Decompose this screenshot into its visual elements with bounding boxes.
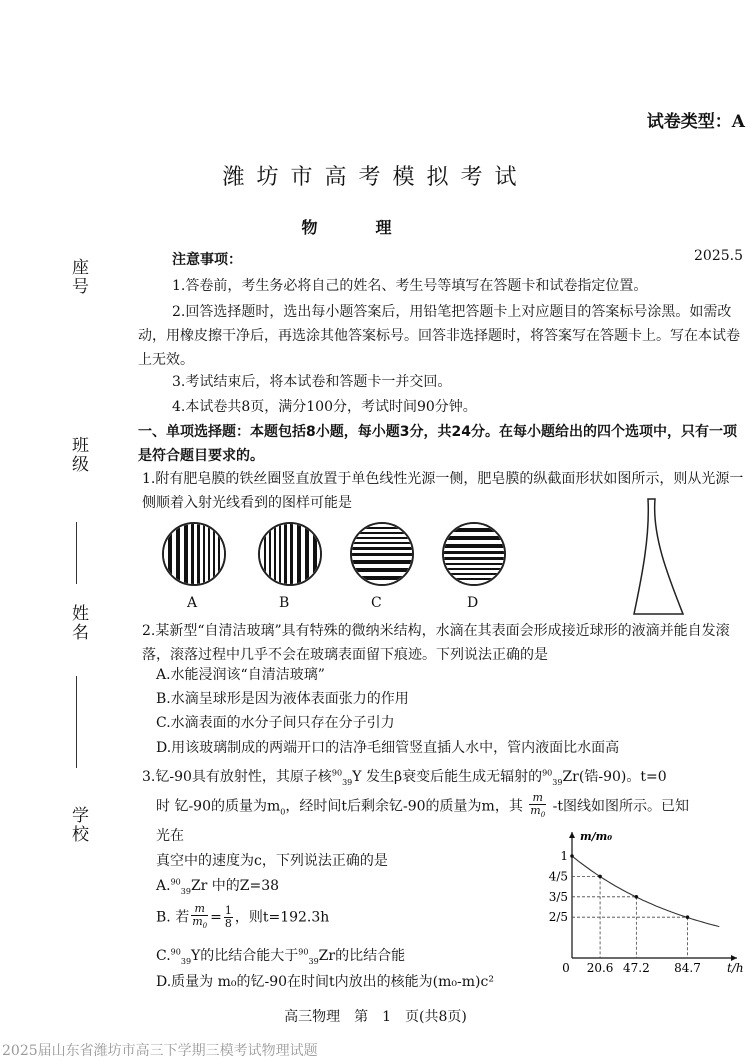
q2-option-a: A.水能浸润该“自清洁玻璃” bbox=[156, 667, 325, 683]
q1-option-d-label: D bbox=[467, 595, 479, 611]
q1-option-a-label: A bbox=[187, 595, 198, 611]
notice-item-2: 2.回答选择题时，选出每小题答案后，用铅笔把答题卡上对应题目的答案标号涂黑。如需改动，用橡皮擦干净后，再选涂其他答案标号。回答非选择题时，将答案写在答题卡上。写在本试卷上无效。 bbox=[138, 304, 740, 368]
decay-chart bbox=[540, 826, 745, 976]
name-label: 姓名 bbox=[68, 604, 88, 642]
notice-item-3: 3.考试结束后，将本试卷和答题卡一并交回。 bbox=[172, 374, 452, 390]
q3-line-4: 真空中的速度为c，下列说法正确的是 bbox=[156, 853, 388, 869]
q1-option-b-pattern bbox=[258, 522, 322, 586]
q3-option-d: D.质量为 m₀的钇-90在时间t内放出的核能为(m₀-m)c² bbox=[156, 974, 494, 990]
class-label: 班级 bbox=[68, 436, 88, 474]
q3-line-3: 光在 bbox=[156, 828, 184, 844]
q2-option-d: D.用该玻璃制成的两端开口的洁净毛细管竖直插人水中，管内液面比水面高 bbox=[156, 740, 620, 756]
y-tick-label: 1 bbox=[560, 849, 568, 863]
q1-option-b-label: B bbox=[279, 595, 290, 611]
q3-option-b: B. 若 $\frac{m}{m_0}$ = $\frac{1}{8}$ ，则t=192.3h bbox=[156, 902, 330, 931]
section-heading: 一、单项选择题：本题包括8小题，每小题3分，共24分。在每小题给出的四个选项中，只有一项是符合题目要求的。 bbox=[138, 424, 737, 464]
q1-option-c-pattern bbox=[350, 522, 414, 586]
q3-option-a: A.$^{90}_{39}$Zr 中的Z=38 bbox=[156, 877, 280, 896]
exam-type-label: 试卷类型：A bbox=[646, 112, 745, 132]
notice-item-4: 4.本试卷共8页，满分100分，考试时间90分钟。 bbox=[172, 399, 477, 415]
data-point bbox=[570, 854, 574, 858]
x-axis-label: t/h bbox=[727, 961, 744, 975]
data-point bbox=[598, 875, 602, 879]
y-tick-label: 3/5 bbox=[548, 889, 568, 904]
q1-option-d-pattern bbox=[442, 522, 506, 586]
q3-line-2: 时 钇-90的质量为$m_0$，经时间t后剩余钇-90的质量为m，其 $\frac{m}{m_0}$ -t图线如图所示。已知 bbox=[156, 791, 689, 820]
y-tick-label: 4/5 bbox=[548, 869, 568, 884]
seat-number-label: 座号 bbox=[68, 258, 88, 296]
q2-option-b: B.水滴呈球形是因为液体表面张力的作用 bbox=[156, 691, 409, 707]
data-point bbox=[635, 895, 639, 899]
exam-title: 潍坊市高考模拟考试 bbox=[222, 165, 529, 190]
notice-heading: 注意事项： bbox=[172, 252, 242, 268]
q1-option-a-pattern bbox=[162, 522, 226, 586]
y-axis-label: m/m₀ bbox=[580, 830, 613, 843]
x-tick-label: 0 bbox=[562, 961, 570, 975]
data-point bbox=[686, 915, 690, 919]
subject-title: 物理 bbox=[301, 218, 450, 237]
page-footer: 高三物理 第 1 页(共8页) bbox=[284, 1009, 467, 1025]
q3-line-1: 3.钇-90具有放射性，其原子核$^{90}_{39}$Y 发生β衰变后能生成无辐射的$^{90}_{39}$Zr(锆-90)。t=0 bbox=[142, 768, 667, 787]
q3-fraction-m-over-m0: $\frac{m}{m_0}$ bbox=[530, 791, 546, 820]
exam-date: 2025.5 bbox=[694, 248, 743, 264]
class-line bbox=[76, 522, 77, 584]
x-tick-label: 20.6 bbox=[586, 961, 614, 975]
q2-option-c: C.水滴表面的水分子间只存在分子引力 bbox=[156, 715, 395, 731]
x-tick-label: 84.7 bbox=[674, 961, 701, 975]
q1-stem: 1.附有肥皂膜的铁丝圈竖直放置于单色线性光源一侧，肥皂膜的纵截面形状如图所示，则从光源一侧顺着入射光线看到的图样可能是 bbox=[142, 471, 744, 511]
x-tick-label: 47.2 bbox=[623, 961, 650, 975]
school-label: 学校 bbox=[68, 806, 88, 844]
decay-curve bbox=[572, 856, 719, 927]
y-tick-label: 2/5 bbox=[548, 910, 568, 925]
name-line bbox=[76, 676, 77, 768]
q1-option-c-label: C bbox=[371, 595, 382, 611]
q3-option-c: C.$^{90}_{39}$Y的比结合能大于$^{90}_{39}$Zr的比结合能 bbox=[156, 947, 406, 966]
q2-stem: 2.某新型“自清洁玻璃”具有特殊的微纳米结构，水滴在其表面会形成接近球形的液滴并能自发滚落，滚落过程中几乎不会在玻璃表面留下痕迹。下列说法正确的是 bbox=[142, 623, 730, 663]
watermark-text: 2025届山东省潍坊市高三下学期三模考试物理试题 bbox=[2, 1043, 318, 1059]
y-axis-arrow bbox=[569, 832, 575, 838]
soap-film-cross-section bbox=[628, 496, 692, 618]
notice-item-1: 1.答卷前，考生务必将自己的姓名、考生号等填写在答题卡和试卷指定位置。 bbox=[172, 278, 648, 294]
